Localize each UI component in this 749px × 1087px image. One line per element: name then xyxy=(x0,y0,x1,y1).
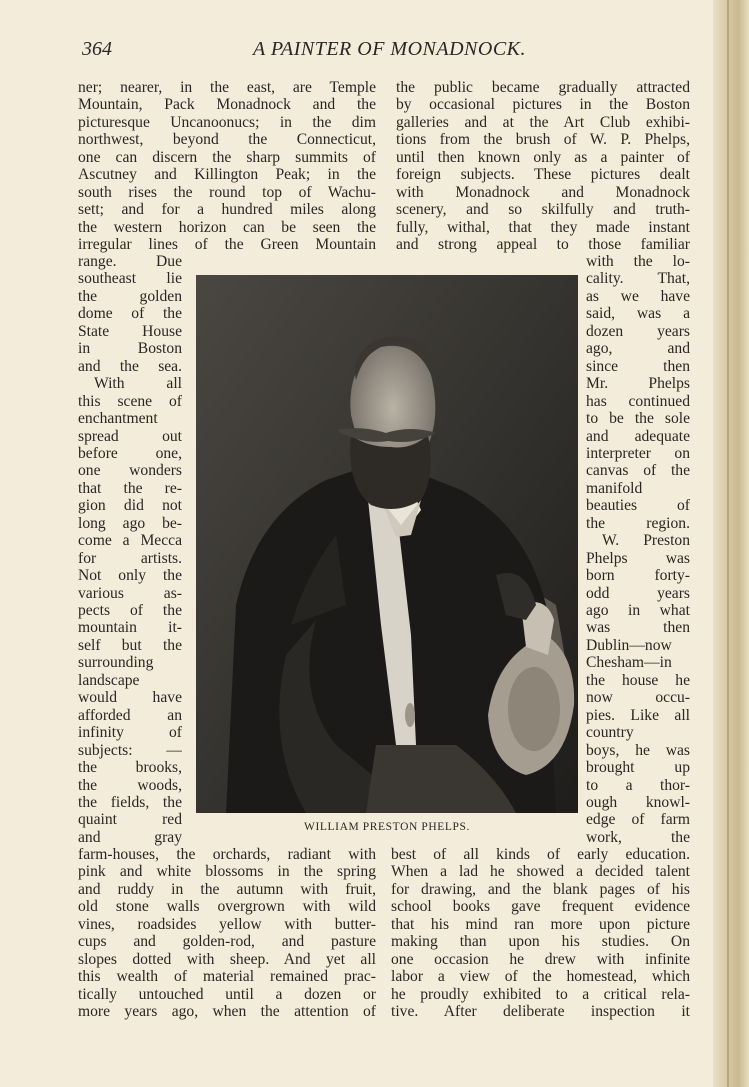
left-column-top-line: picturesque Uncanoonucs; in the dim xyxy=(78,113,376,131)
right-column-bottom-line: school books gave frequent evidence xyxy=(391,898,690,916)
right-narrow-column-line: manifold xyxy=(586,479,643,497)
left-narrow-column-line: the fields, the xyxy=(78,793,182,811)
right-column-top-line: scenery, and so skilfully and truth- xyxy=(396,201,690,219)
figure-caption: WILLIAM PRESTON PHELPS. xyxy=(304,821,470,833)
left-narrow-column-line: one wonders xyxy=(78,462,182,480)
right-narrow-column-line: Mr. Phelps xyxy=(586,375,690,393)
left-column-top-line: sett; and for a hundred miles along xyxy=(78,201,376,219)
right-narrow-column-line: to a thor- xyxy=(586,776,690,794)
left-narrow-column-line: pects of the xyxy=(78,602,182,619)
left-column-top-line: the western horizon can be seen the xyxy=(78,218,376,236)
right-narrow-column-line: said, was a xyxy=(586,305,690,323)
right-column-bottom-line: tive. After deliberate inspection it xyxy=(391,1003,690,1021)
left-narrow-column-line: quaint red xyxy=(78,811,182,829)
left-narrow-column-line: before one, xyxy=(78,444,182,462)
right-narrow-column-line: boys, he was xyxy=(586,741,690,759)
left-narrow-column-line: Not only the xyxy=(78,567,182,585)
right-narrow-column-line: as we have xyxy=(586,287,690,305)
right-column-top-line: foreign subjects. These pictures dealt xyxy=(396,166,690,184)
left-narrow-column-line: that the re- xyxy=(78,479,182,497)
right-column-top-line: fully, withal, that they made instant xyxy=(396,218,690,236)
right-narrow-column-line: edge of farm xyxy=(586,811,690,829)
left-narrow-column-line: With all xyxy=(94,375,182,393)
right-narrow-column-line: ago, and xyxy=(586,340,690,358)
right-narrow-column-line: interpreter on xyxy=(586,444,690,462)
left-narrow-column-line: the brooks, xyxy=(78,759,182,777)
right-narrow-column-line: ago in what xyxy=(586,602,690,619)
right-narrow-column-line: has continued xyxy=(586,392,690,410)
right-column-bottom-line: making than upon his studies. On xyxy=(391,933,690,951)
left-narrow-column-line: infinity of xyxy=(78,724,182,742)
right-narrow-column-line: ough knowl- xyxy=(586,793,690,811)
left-column-top-line: one can discern the sharp summits of xyxy=(78,148,376,166)
left-narrow-column-line: mountain it- xyxy=(78,619,182,637)
right-narrow-column-line: the house he xyxy=(586,671,690,689)
left-column-bottom-line: vines, roadsides yellow with butter- xyxy=(78,915,376,933)
left-narrow-column-line: surrounding xyxy=(78,654,154,672)
right-narrow-column-line: Chesham—in xyxy=(586,654,672,672)
right-column-top-line: until then known only as a painter of xyxy=(396,148,690,166)
left-column-bottom-line: and ruddy in the autumn with fruit, xyxy=(78,880,376,898)
left-narrow-column-line: State House xyxy=(78,322,182,340)
right-narrow-column-line: pies. Like all xyxy=(586,706,690,724)
running-title: A PAINTER OF MONADNOCK. xyxy=(253,38,526,60)
left-column-bottom-line: old stone walls overgrown with wild xyxy=(78,898,376,916)
right-narrow-column-line: and adequate xyxy=(586,427,690,445)
right-narrow-column-line: with the lo- xyxy=(586,253,690,270)
left-narrow-column-line: come a Mecca xyxy=(78,532,182,550)
right-narrow-column-line: Phelps was xyxy=(586,549,690,567)
left-narrow-column-line: spread out xyxy=(78,427,182,445)
page-number: 364 xyxy=(82,38,112,60)
left-column-top-line: Ascutney and Killington Peak; in the xyxy=(78,166,376,184)
left-narrow-column-line: the golden xyxy=(78,287,182,305)
left-column-bottom-line: more years ago, when the attention of xyxy=(78,1003,376,1021)
right-narrow-column-line: to be the sole xyxy=(586,410,690,428)
left-column-bottom-line: tically untouched until a dozen or xyxy=(78,985,376,1003)
left-narrow-column-line: landscape xyxy=(78,671,140,689)
right-narrow-column-line: now occu- xyxy=(586,689,690,707)
left-column-bottom-line: slopes dotted with sheep. And yet all xyxy=(78,950,376,968)
right-column-top-line: the public became gradually attracted xyxy=(396,79,690,96)
left-column-top-line: ner; nearer, in the east, are Temple xyxy=(78,79,376,96)
left-column-top-line: irregular lines of the Green Mountain xyxy=(78,236,376,254)
left-column-top-line: south rises the round top of Wachu- xyxy=(78,183,376,201)
portrait-illustration xyxy=(196,275,578,813)
left-column-top-line: Mountain, Pack Monadnock and the xyxy=(78,96,376,114)
right-narrow-column-line: beauties of xyxy=(586,497,690,515)
left-narrow-column-line: dome of the xyxy=(78,305,182,323)
left-column-bottom-line: pink and white blossoms in the spring xyxy=(78,863,376,881)
left-narrow-column-line: and the sea. xyxy=(78,357,182,375)
left-narrow-column-line: and gray xyxy=(78,828,182,846)
left-narrow-column-line: range. Due xyxy=(78,253,182,270)
right-column-top-line: and strong appeal to those familiar xyxy=(396,236,690,254)
left-narrow-column-line: long ago be- xyxy=(78,514,182,532)
right-column-bottom-line: one occasion he drew with infinite xyxy=(391,950,690,968)
left-narrow-column-line: in Boston xyxy=(78,340,182,358)
right-narrow-column-line: cality. That, xyxy=(586,270,690,288)
left-column-top-line: northwest, beyond the Connecticut, xyxy=(78,131,376,149)
right-narrow-column-line: Dublin—now xyxy=(586,636,672,654)
left-column-bottom-line: this wealth of material remained prac- xyxy=(78,968,376,986)
right-narrow-column-line: country xyxy=(586,724,634,742)
right-narrow-column-line: work, the xyxy=(586,828,690,846)
left-narrow-column-line: subjects: — xyxy=(78,741,182,759)
right-column-top-line: tions from the brush of W. P. Phelps, xyxy=(396,131,690,149)
left-narrow-column-line: for artists. xyxy=(78,549,182,567)
right-narrow-column-line: W. Preston xyxy=(602,532,690,550)
right-narrow-column-line: was then xyxy=(586,619,690,637)
left-narrow-column-line: various as- xyxy=(78,584,182,602)
right-column-bottom-line: he proudly exhibited to a critical rela- xyxy=(391,985,690,1003)
portrait-photograph xyxy=(196,275,578,813)
left-column-bottom-line: cups and golden-rod, and pasture xyxy=(78,933,376,951)
right-column-top-line: with Monadnock and Monadnock xyxy=(396,183,690,201)
right-narrow-column-line: brought up xyxy=(586,759,690,777)
left-narrow-column-line: self but the xyxy=(78,636,182,654)
right-narrow-column-line: the region. xyxy=(586,514,690,532)
left-narrow-column-line: afforded an xyxy=(78,706,182,724)
right-narrow-column-line: canvas of the xyxy=(586,462,690,480)
right-column-top-line: galleries and at the Art Club exhibi- xyxy=(396,113,690,131)
book-spine-shadow xyxy=(713,0,749,1087)
right-column-bottom-line: When a lad he showed a decided talent xyxy=(391,863,690,881)
right-column-bottom-line: labor a view of the homestead, which xyxy=(391,968,690,986)
right-narrow-column-line: since then xyxy=(586,357,690,375)
right-narrow-column-line: odd years xyxy=(586,584,690,602)
right-column-bottom-line: that his mind ran more upon picture xyxy=(391,915,690,933)
left-narrow-column-line: the woods, xyxy=(78,776,182,794)
right-narrow-column-line: born forty- xyxy=(586,567,690,585)
right-column-top-line: by occasional pictures in the Boston xyxy=(396,96,690,114)
left-narrow-column-line: would have xyxy=(78,689,182,707)
left-narrow-column-line: southeast lie xyxy=(78,270,182,288)
right-column-bottom-line: best of all kinds of early education. xyxy=(391,846,690,863)
left-column-bottom-line: farm-houses, the orchards, radiant with xyxy=(78,846,376,863)
left-narrow-column-line: gion did not xyxy=(78,497,182,515)
left-narrow-column-line: this scene of xyxy=(78,392,182,410)
left-narrow-column-line: enchantment xyxy=(78,410,158,428)
right-narrow-column-line: dozen years xyxy=(586,322,690,340)
right-column-bottom-line: for drawing, and the blank pages of his xyxy=(391,880,690,898)
